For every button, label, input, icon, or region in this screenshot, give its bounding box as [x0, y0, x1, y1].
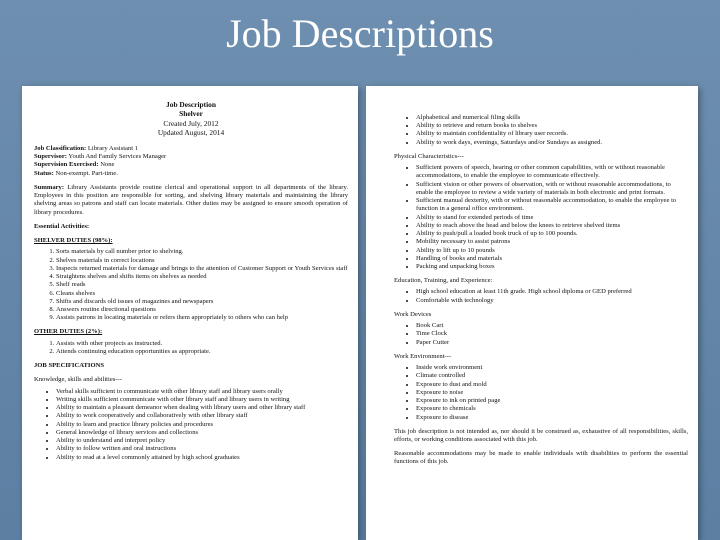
document-page-left [22, 86, 358, 540]
list-item: • Inside work environment [416, 364, 688, 372]
doc-created-date: Created July, 2012 [163, 118, 219, 128]
list-item: 9. Assists patrons in locating materials or refers them appropriately to others who can help [56, 314, 348, 322]
list-item: 4. Straightens shelves and shifts items on shelves as needed [56, 273, 348, 281]
list-item: • Climate controlled [416, 372, 688, 380]
doc-updated-date: Updated August, 2014 [157, 127, 225, 137]
doc-position: Shelver [179, 109, 203, 119]
slide-title: Job Descriptions [226, 11, 494, 56]
list-item: • General knowledge of library services and collections [56, 429, 348, 437]
list-item: • Packing and unpacking boxes [416, 263, 688, 271]
list-item: 2. Attends continuing education opportunities as appropriate. [56, 348, 348, 356]
list-item: • Handling of books and materials [416, 255, 688, 263]
list-item: • Exposure to disease [416, 414, 688, 422]
page-right-content [394, 114, 688, 467]
disclaimer-paragraph: This job description is not intended as, nor should it be construed as, exhaustive of all responsibilities, skills, efforts, or working conditions associated with this job. [394, 427, 688, 443]
list-item: • Sufficient manual dexterity, with or without reasonable accommodation, to enable the employee to function in a general office environment. [416, 197, 688, 213]
other-duties-heading: OTHER DUTIES (2%): [34, 328, 103, 336]
list-item: • Ability to reach above the head and below the knees to retrieve shelved items [416, 222, 688, 230]
list-item: 7. Shifts and discards old issues of magazines and newspapers [56, 298, 348, 306]
job-fields [34, 145, 348, 178]
shelver-duties-heading: SHELVER DUTIES (98%): [34, 237, 113, 245]
list-item: • Sufficient vision or other powers of observation, with or without reasonable accommodations, to enable the employee to review a wide variety of materials in both electronic and print formats. [416, 181, 688, 197]
field-status: Status: Non-exempt. Part-time. [34, 169, 118, 177]
list-item: 1. Sorts materials by call number prior to shelving. [56, 248, 348, 256]
list-item: • Mobility necessary to assist patrons [416, 238, 688, 246]
list-item: 3. Inspects returned materials for damage and brings to the attention of Customer Support or Youth Services staff [56, 265, 348, 273]
list-item: 5. Shelf reads [56, 281, 348, 289]
essential-activities-heading: Essential Activities: [34, 222, 90, 230]
list-item: • Exposure to chemicals [416, 405, 688, 413]
list-item: • Ability to understand and interpret policy [56, 437, 348, 445]
field-supervisor: Supervisor: Youth And Family Services Manager [34, 153, 167, 161]
shelver-duties-list [34, 248, 348, 322]
education-heading: Education, Training, and Experience: [394, 277, 493, 285]
accommodations-paragraph: Reasonable accommodations may be made to enable individuals with disabilities to perform the essential functions of this job. [394, 450, 688, 466]
job-specifications-heading: JOB SPECIFICATIONS [34, 362, 105, 370]
list-item: • Paper Cutter [416, 339, 688, 347]
list-item: 6. Cleans shelves [56, 290, 348, 298]
list-item: • Ability to work days, evenings, Saturdays and/or Sundays as assigned. [416, 139, 688, 147]
list-item: 2. Shelves materials in correct locations [56, 257, 348, 265]
list-item: • Ability to retrieve and return books to shelves [416, 122, 688, 130]
physical-list [394, 164, 688, 271]
list-item: • Comfortable with technology [416, 297, 688, 305]
list-item: • Sufficient powers of speech, hearing or other common capabilities, with or without reasonable accommodations, to enable the employee to communicate effectively. [416, 164, 688, 180]
other-duties-list [34, 340, 348, 356]
field-classification: Job Classification: Library Assistant 1 [34, 145, 139, 152]
list-item: • Exposure to dust and mold [416, 381, 688, 389]
list-item: • Alphabetical and numerical filing skills [416, 114, 688, 122]
list-item: 1. Assists with other projects as instructed. [56, 340, 348, 348]
list-item: • Ability to work cooperatively and collaboratively with other library staff [56, 412, 348, 420]
list-item: • Time Clock [416, 330, 688, 338]
knowledge-list [34, 388, 348, 462]
physical-heading: Physical Characteristics--- [394, 152, 464, 160]
list-item: • Ability to maintain confidentiality of library user records. [416, 130, 688, 138]
list-item: • Ability to learn and practice library policies and procedures [56, 421, 348, 429]
list-item: • Ability to stand for extended periods of time [416, 214, 688, 222]
list-item: • Ability to push/pull a loaded book truck of up to 100 pounds. [416, 230, 688, 238]
page-left-content [34, 100, 348, 462]
list-item: • High school education at least 11th grade. High school diploma or GED preferred [416, 288, 688, 296]
summary-paragraph: Summary: Library Assistants provide routine clerical and operational support in all departments of the library. Employees in this position are responsible for sorting, and shelving library materials and maintaining the library shelving areas so patrons and staff can locate materials. Other duties may be assigned to ensure smooth operation of library procedures. [34, 183, 348, 216]
list-item: • Ability to follow written and oral instructions [56, 445, 348, 453]
work-environment-heading: Work Environment--- [394, 352, 452, 360]
work-devices-list [394, 322, 688, 347]
list-item: • Ability to maintain a pleasant demeanor when dealing with library users and other library staff [56, 404, 348, 412]
skills-continued-list [394, 114, 688, 147]
list-item: • Exposure to ink on printed page [416, 397, 688, 405]
list-item: 8. Answers routine directional questions [56, 306, 348, 314]
doc-title: Job Description [166, 100, 216, 109]
list-item: • Exposure to noise [416, 389, 688, 397]
work-devices-heading: Work Devices [394, 310, 432, 318]
list-item: • Writing skills sufficient communicate with other library staff and library users in writing [56, 396, 348, 404]
document-header [34, 100, 348, 137]
document-page-right [366, 86, 698, 540]
work-environment-list [394, 364, 688, 422]
knowledge-heading: Knowledge, skills and abilities--- [34, 376, 122, 384]
list-item: • Verbal skills sufficient to communicate with other library staff and library users orally [56, 388, 348, 396]
list-item: • Book Cart [416, 322, 688, 330]
list-item: • Ability to read at a level commonly attained by high school graduates [56, 454, 348, 462]
list-item: • Ability to lift up to 10 pounds [416, 247, 688, 255]
education-list [394, 288, 688, 304]
field-supervision-exercised: Supervision Exercised: None [34, 161, 115, 169]
